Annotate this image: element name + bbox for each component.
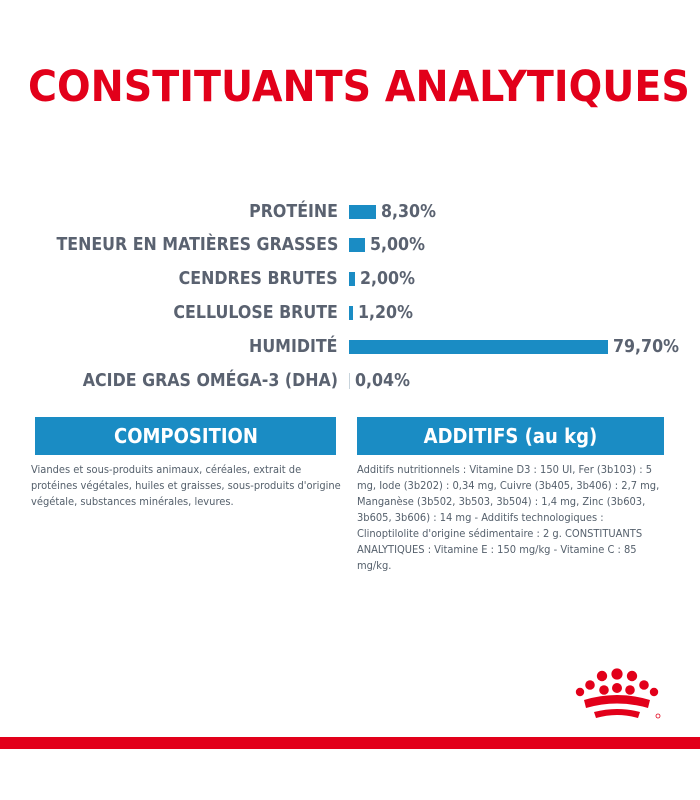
chart-bar <box>349 373 350 389</box>
additifs-text: Additifs nutritionnels : Vitamine D3 : 150 UI, Fer (3b103) : 5 mg, Iode (3b202) : 0,34 mg, Cuivre (3b405, 3b406) : 2,7 mg, Manganèse (3b502, 3b503, 3b504) : 1,4 mg, Zinc (3b603, 3b605, 3b606) : 14 mg - Additifs technologiques : Clinoptilolite d'origine sédimentaire : 2 g. CONSTITUANTS ANALYTIQUES : Vitamine E : 150 mg/kg - Vitamine C : 85 mg/kg. <box>357 463 660 572</box>
chart-bar <box>349 205 376 219</box>
composition-header <box>35 417 336 455</box>
chart-category-label: CELLULOSE BRUTE <box>173 302 338 323</box>
composition-header-label: COMPOSITION <box>113 424 258 448</box>
additifs-header-label: ADDITIFS (au kg) <box>423 424 598 448</box>
chart-bar <box>349 238 365 252</box>
chart-value-label: 2,00% <box>360 268 415 289</box>
page-title: CONSTITUANTS ANALYTIQUES <box>28 62 690 112</box>
chart-value-label: 1,20% <box>358 302 413 323</box>
bottom-red-band <box>0 737 700 749</box>
chart-category-label: TENEUR EN MATIÈRES GRASSES <box>56 234 338 255</box>
chart-value-label: 0,04% <box>355 370 410 391</box>
royal-crown-logo-icon <box>572 666 662 726</box>
chart-value-label: 8,30% <box>381 201 436 222</box>
chart-bar <box>349 306 353 320</box>
chart-bar <box>349 340 608 354</box>
chart-category-label: HUMIDITÉ <box>249 336 338 357</box>
additifs-header <box>357 417 664 455</box>
composition-text: Viandes et sous-produits animaux, céréales, extrait de protéines végétales, huiles et graisses, sous-produits d'origine végétale, substances minérales, levures. <box>31 463 341 508</box>
chart-value-label: 79,70% <box>613 336 679 357</box>
chart-category-label: PROTÉINE <box>249 201 338 222</box>
chart-bar <box>349 272 355 286</box>
chart-category-label: ACIDE GRAS OMÉGA-3 (DHA) <box>82 370 338 391</box>
chart-value-label: 5,00% <box>370 234 425 255</box>
chart-category-label: CENDRES BRUTES <box>179 268 338 289</box>
